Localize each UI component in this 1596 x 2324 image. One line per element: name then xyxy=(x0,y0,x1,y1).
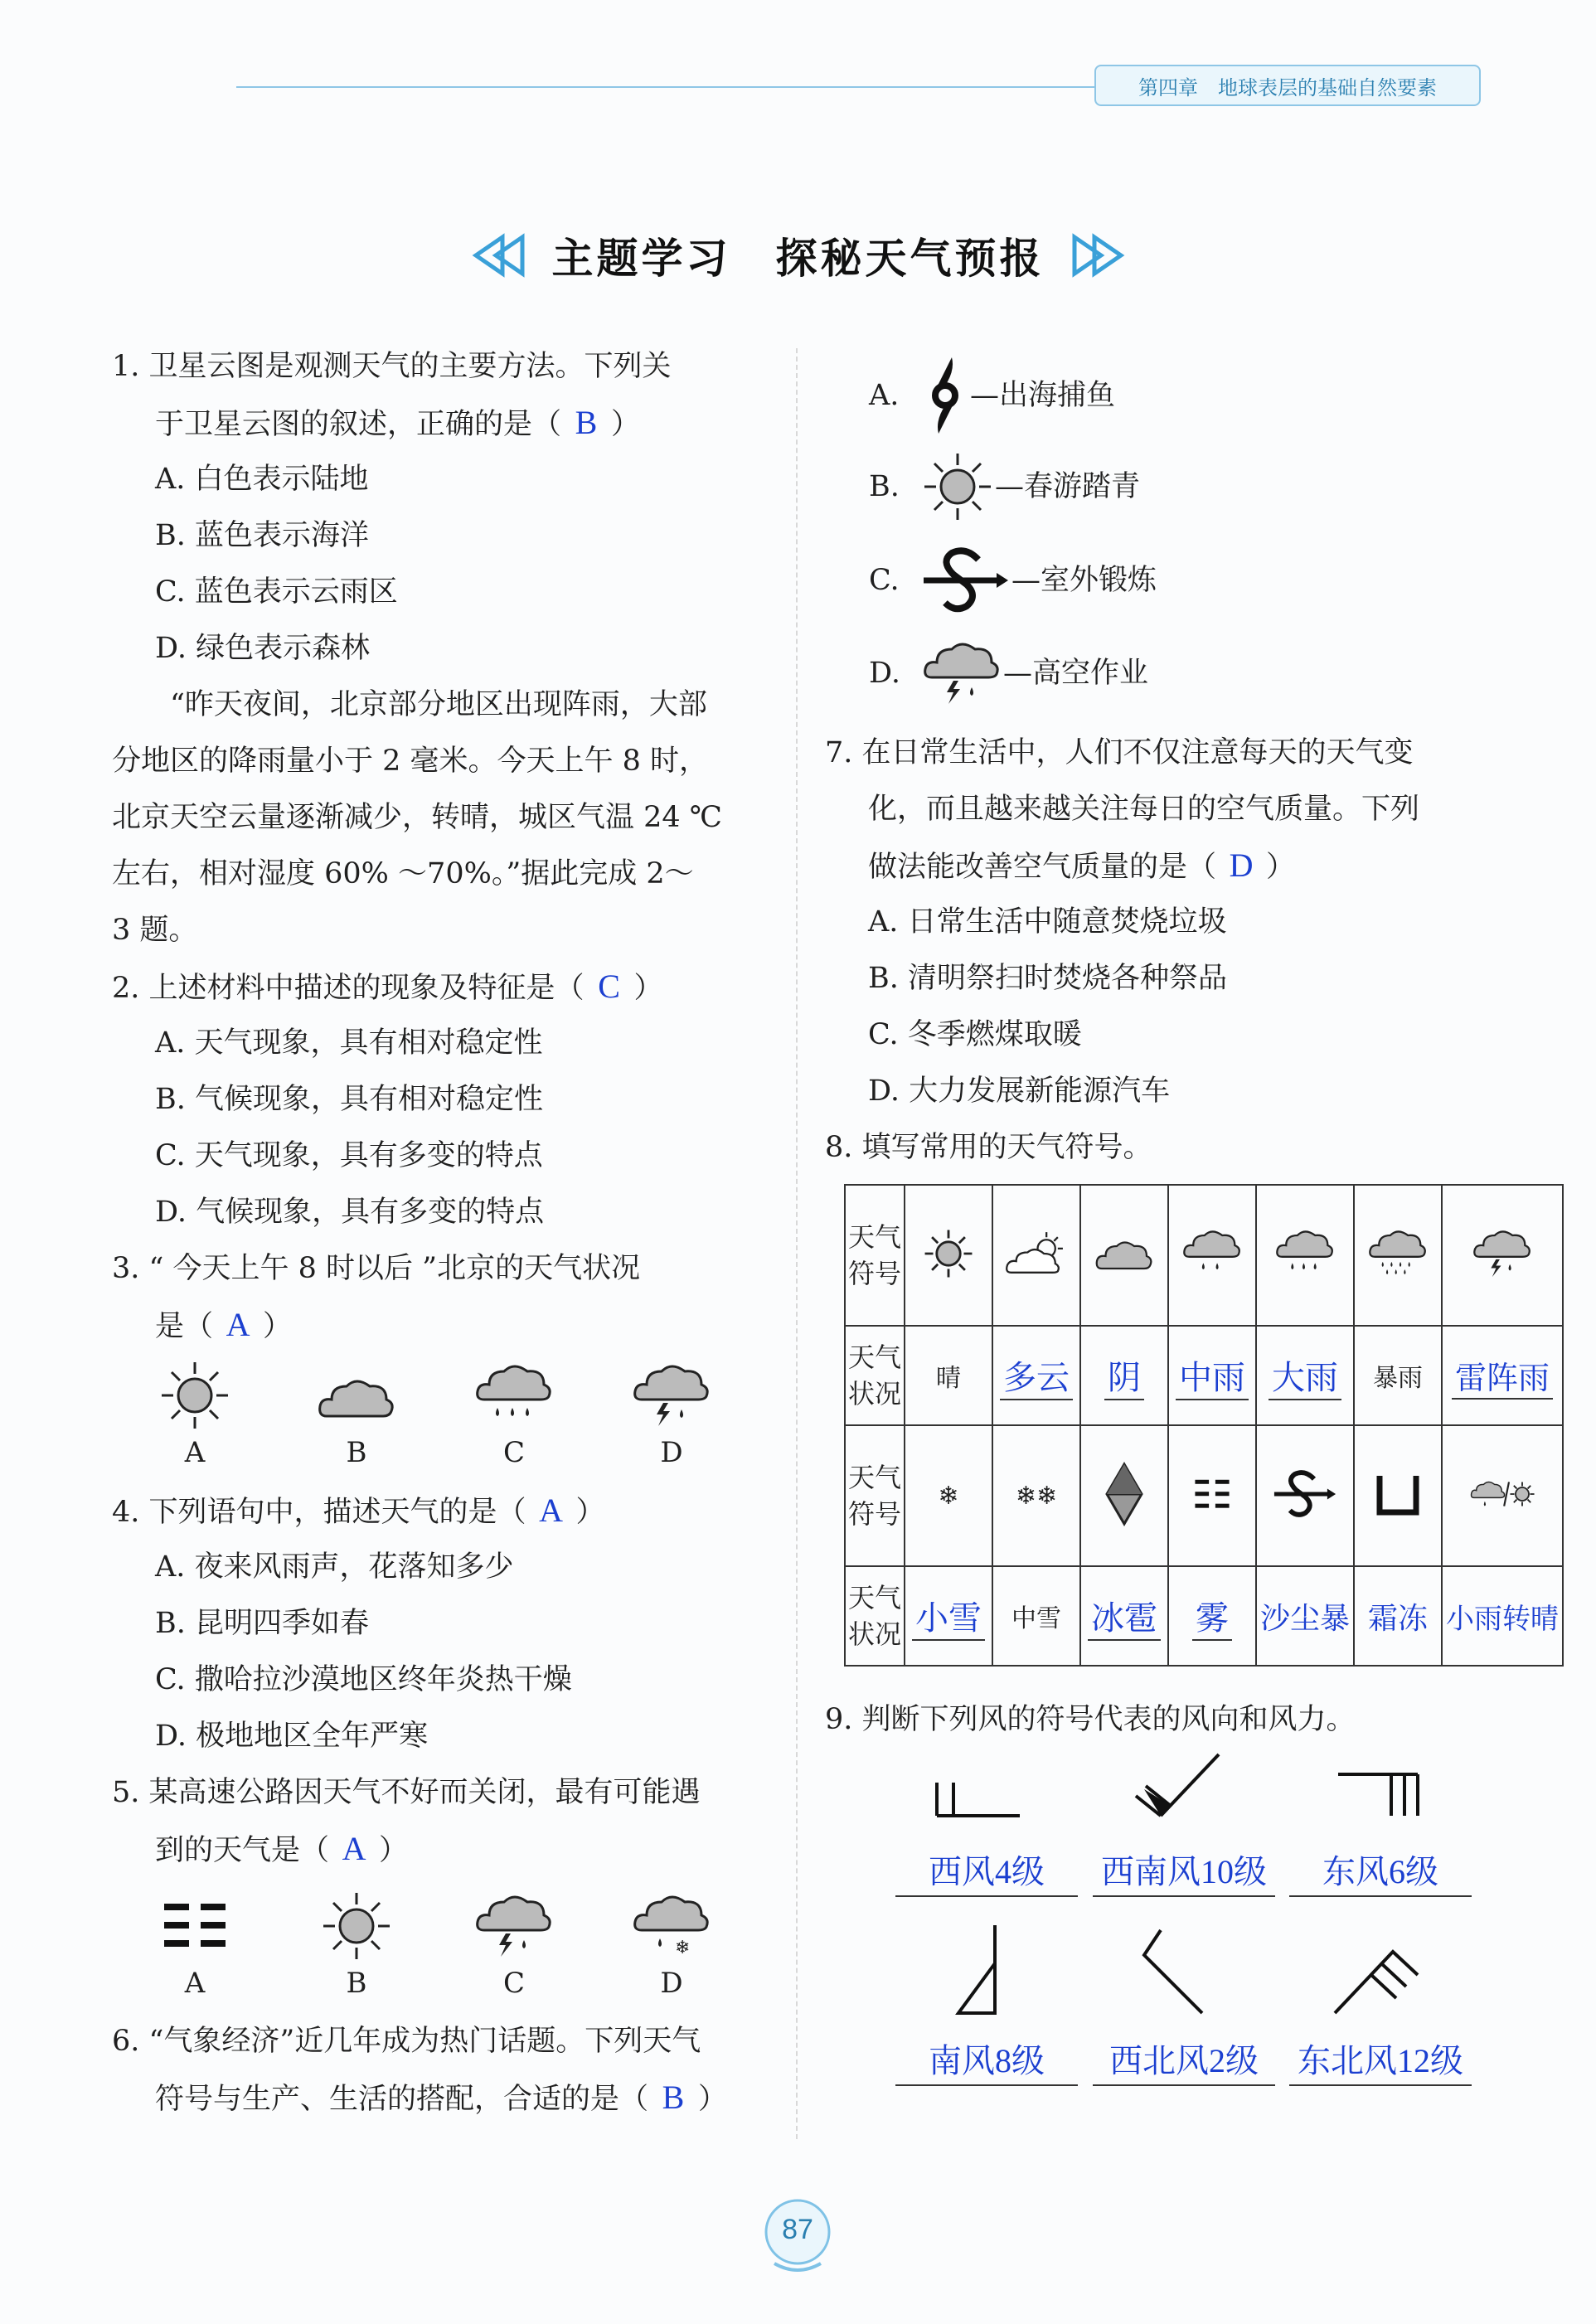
q8-stem: 8. 填写常用的天气符号。 xyxy=(825,1131,1152,1164)
table-row xyxy=(845,1185,1563,1326)
option: C. 蓝色表示云雨区 xyxy=(155,575,398,609)
weather-status: 多云 xyxy=(1000,1351,1073,1400)
option-label: C xyxy=(502,1436,525,1469)
fog-icon xyxy=(1187,1473,1237,1515)
light-snow-icon: ❄ xyxy=(938,1481,959,1511)
option: D. 极地地区全年严寒 xyxy=(155,1720,429,1753)
option: C. 天气现象，具有多变的特点 xyxy=(155,1139,543,1172)
wind-symbol-southwest-10 xyxy=(1128,1749,1227,1824)
wind-symbol-northwest-2 xyxy=(1136,1922,1219,2021)
moderate-rain-icon xyxy=(473,1358,555,1433)
passage-line: 北京天空云量逐渐减少，转晴，城区气温 24 ℃ xyxy=(112,801,722,834)
q7-stem-3: 做法能改善空气质量的是（ D ） xyxy=(825,837,1555,894)
option-label: B xyxy=(346,1436,367,1469)
sandstorm-icon xyxy=(1272,1467,1338,1521)
wind-answer: 东北风12级 xyxy=(1289,2038,1472,2086)
hail-icon xyxy=(1104,1461,1145,1527)
sandstorm-icon xyxy=(920,543,1011,618)
weather-status: 霜冻 xyxy=(1368,1601,1429,1635)
table-row xyxy=(845,1566,1563,1666)
wind-answer: 西南风10级 xyxy=(1093,1849,1275,1897)
weather-status: 暴雨 xyxy=(1373,1364,1424,1393)
typhoon-icon xyxy=(920,354,970,437)
row-header: 天气状况 xyxy=(845,1566,905,1666)
passage-line: 3 题。 xyxy=(112,914,198,947)
thunderstorm-icon xyxy=(630,1358,713,1433)
passage-line: 分地区的降雨量小于 2 毫米。今天上午 8 时， xyxy=(112,745,709,778)
sun-icon xyxy=(158,1358,232,1433)
cloud-icon xyxy=(315,1358,398,1433)
q6-options xyxy=(869,350,1549,719)
partly-cloudy-icon xyxy=(1005,1227,1068,1280)
option-label: A xyxy=(184,1967,206,2000)
option: B. 昆明四季如春 xyxy=(155,1607,369,1640)
row-header: 天气状况 xyxy=(845,1326,905,1425)
wind-answer: 东风6级 xyxy=(1289,1849,1472,1897)
q5-answer: A xyxy=(342,1830,366,1867)
forward-arrows-icon xyxy=(1070,230,1128,280)
rainstorm-icon xyxy=(1366,1225,1429,1283)
q6-option-c: C. —室外锻炼 xyxy=(869,532,1549,628)
q7-answer: D xyxy=(1229,847,1254,884)
svg-text:❄: ❄ xyxy=(675,1938,691,1958)
passage-line: “昨天夜间，北京部分地区出现阵雨，大部 xyxy=(170,688,707,721)
wind-answer: 西北风2级 xyxy=(1093,2038,1275,2086)
q6-option-b: B. —春游踏青 xyxy=(869,441,1549,532)
q3-answer: A xyxy=(226,1306,250,1343)
page-number: 87 xyxy=(782,2214,813,2245)
moderate-rain-icon xyxy=(1181,1225,1244,1283)
wind-symbol-east-6 xyxy=(1335,1766,1426,1824)
option-label: A xyxy=(184,1436,206,1469)
q5-icon-row xyxy=(112,1889,775,2013)
option: B. 清明祭扫时焚烧各种祭品 xyxy=(868,962,1227,995)
wind-answer: 西风4级 xyxy=(895,1849,1078,1897)
weather-status: 雷阵雨 xyxy=(1452,1352,1553,1400)
heavy-rain-icon xyxy=(1273,1225,1336,1283)
weather-symbol-table xyxy=(844,1184,1564,1667)
option: B. 蓝色表示海洋 xyxy=(155,519,369,552)
weather-status: 晴 xyxy=(936,1364,961,1393)
wind-symbol-west-4 xyxy=(929,1749,1028,1824)
thunderstorm-icon xyxy=(473,1889,555,1963)
q5-stem-2: 到的天气是（ A ） xyxy=(112,1821,775,1877)
header-rule xyxy=(236,86,1094,88)
option: A. 夜来风雨声，花落知多少 xyxy=(155,1550,514,1584)
sleet-icon xyxy=(630,1889,713,1963)
option-label: C xyxy=(502,1967,525,2000)
q1-stem-2: 于卫星云图的叙述，正确的是（ B ） xyxy=(112,395,775,451)
q7-block xyxy=(825,725,1555,1176)
q1-answer: B xyxy=(575,404,598,441)
option: C. 冬季燃煤取暖 xyxy=(868,1018,1082,1051)
q6-option-a: A. —出海捕鱼 xyxy=(869,350,1549,441)
q7-stem-2: 化，而且越来越关注每日的空气质量。下列 xyxy=(868,793,1420,826)
wind-symbol-northeast-12 xyxy=(1327,1938,1426,2021)
weather-status: 冰雹 xyxy=(1088,1592,1161,1641)
row-header: 天气符号 xyxy=(845,1425,905,1566)
passage-line: 左右，相对湿度 60% ～70%。”据此完成 2～ xyxy=(112,857,694,890)
q5-stem: 5. 某高速公路因天气不好而关闭，最有可能遇 xyxy=(112,1776,701,1809)
fog-icon xyxy=(158,1889,232,1963)
option: A. 白色表示陆地 xyxy=(155,463,369,496)
sun-icon xyxy=(922,1227,975,1280)
q6-answer: B xyxy=(662,2079,685,2116)
page-number-badge xyxy=(756,2194,839,2277)
title-row xyxy=(0,222,1596,289)
wind-symbol-south-8 xyxy=(945,1922,1011,2021)
q1-stem: 1. 卫星云图是观测天气的主要方法。下列关 xyxy=(112,350,672,383)
q7-stem: 7. 在日常生活中，人们不仅注意每天的天气变 xyxy=(825,736,1414,769)
q4-answer: A xyxy=(539,1492,563,1529)
q2-answer: C xyxy=(598,968,620,1005)
option: A. 天气现象，具有相对稳定性 xyxy=(155,1026,543,1060)
option-label: D xyxy=(660,1967,683,2000)
option: A. 日常生活中随意焚烧垃圾 xyxy=(868,905,1227,939)
q2-stem: 2. 上述材料中描述的现象及特征是（ C ） xyxy=(112,958,775,1015)
option: D. 大力发展新能源汽车 xyxy=(868,1075,1171,1108)
column-divider xyxy=(796,348,798,2139)
q4-stem: 4. 下列语句中，描述天气的是（ A ） xyxy=(112,1482,775,1539)
weather-status: 沙尘暴 xyxy=(1260,1601,1351,1635)
page-title: 主题学习 探秘天气预报 xyxy=(551,235,1045,283)
thunderstorm-icon xyxy=(920,636,1003,711)
wind-answer: 南风8级 xyxy=(895,2038,1078,2086)
weather-status: 大雨 xyxy=(1269,1351,1341,1400)
q9-block xyxy=(825,1691,1555,1748)
weather-status: 雾 xyxy=(1192,1592,1232,1641)
q6-stem-2: 符号与生产、生活的搭配，合适的是（ B ） xyxy=(112,2069,775,2126)
left-column xyxy=(112,338,775,2126)
weather-status: 小雨转晴 xyxy=(1446,1604,1560,1635)
sun-icon xyxy=(920,449,995,524)
option-label: B xyxy=(346,1967,367,2000)
option: C. 撒哈拉沙漠地区终年炎热干燥 xyxy=(155,1663,572,1696)
weather-status: 阴 xyxy=(1104,1351,1144,1400)
option: D. 气候现象，具有多变的特点 xyxy=(155,1196,545,1229)
frost-icon xyxy=(1375,1471,1421,1517)
chapter-tab: 第四章 地球表层的基础自然要素 xyxy=(1094,65,1481,106)
q3-stem: 3. “ 今天上午 8 时以后 ”北京的天气状况 xyxy=(112,1252,641,1285)
thunderstorm-icon xyxy=(1471,1225,1534,1283)
q9-stem: 9. 判断下列风的符号代表的风向和风力。 xyxy=(825,1703,1356,1736)
q3-icon-row xyxy=(112,1358,775,1482)
cloud-icon xyxy=(1093,1229,1156,1278)
table-row xyxy=(845,1326,1563,1425)
weather-status: 小雪 xyxy=(912,1592,985,1641)
q3-stem-2: 是（ A ） xyxy=(112,1297,775,1353)
row-header: 天气符号 xyxy=(845,1185,905,1326)
sun-icon xyxy=(319,1889,394,1963)
q6-option-d: D. —高空作业 xyxy=(869,628,1549,719)
option: D. 绿色表示森林 xyxy=(155,632,371,665)
weather-status: 中雪 xyxy=(1011,1604,1061,1633)
option-label: D xyxy=(660,1436,683,1469)
weather-status: 中雨 xyxy=(1176,1351,1249,1400)
q6-stem: 6. “气象经济”近几年成为热门话题。下列天气 xyxy=(112,2025,701,2058)
rewind-arrows-icon xyxy=(469,230,527,280)
rain-to-sunny-icon xyxy=(1469,1473,1535,1515)
moderate-snow-icon: ❄❄ xyxy=(1015,1481,1058,1511)
table-row xyxy=(845,1425,1563,1566)
option: B. 气候现象，具有相对稳定性 xyxy=(155,1083,543,1116)
